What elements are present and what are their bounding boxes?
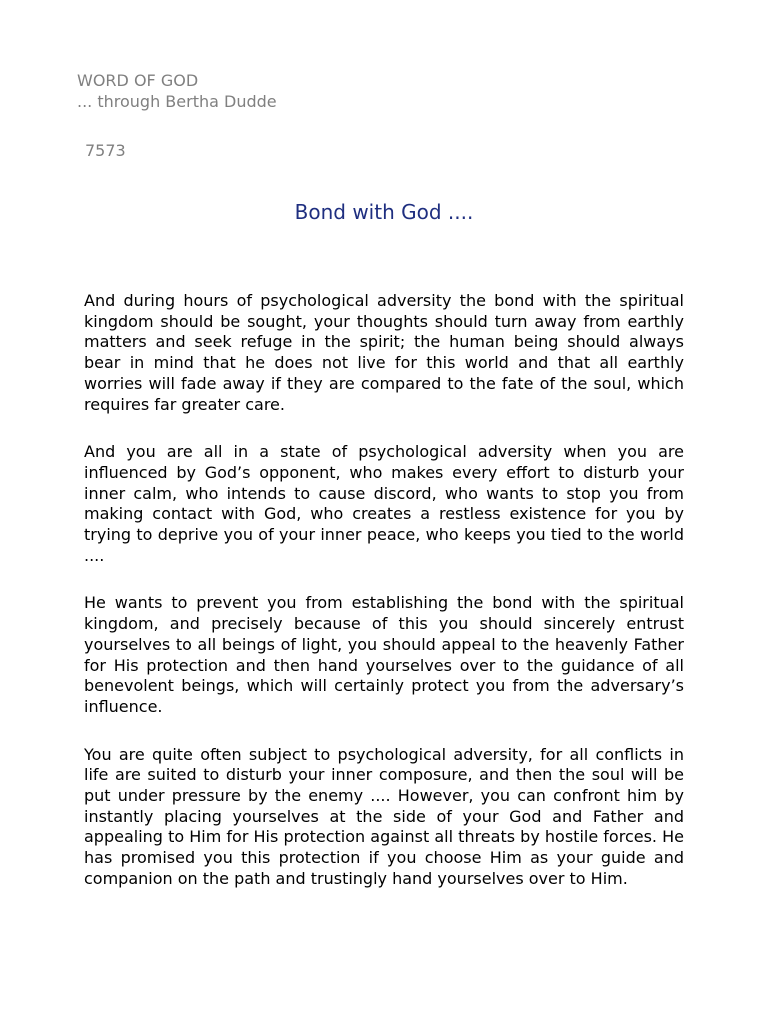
paragraph-4: You are quite often subject to psychological adversity, for all conflicts in life are suited to disturb your inner composure, and then the soul will be put under pressure by the enemy .... However, you can confront him by instantly placing yourselves at the side of your God and Father and appealing to Him for His protection against all threats by hostile forces. He has promised you this protection if you choose Him as your guide and companion on the path and trustingly hand yourselves over to Him. (84, 744, 684, 888)
document-header (77, 70, 277, 112)
header-title: WORD OF GOD (77, 71, 199, 90)
document-number: 7573 (85, 141, 126, 160)
paragraph-3: He wants to prevent you from establishing the bond with the spiritual kingdom, and precisely because of this you should sincerely entrust yourselves to all beings of light, you should appeal to the heavenly Father for His protection and then hand yourselves over to the guidance of all benevolent beings, which will certainly protect you from the adversary’s influence. (84, 593, 684, 716)
document-body (84, 291, 684, 917)
page-title: Bond with God .... (294, 200, 474, 224)
paragraph-1: And during hours of psychological adversity the bond with the spiritual kingdom should be sought, your thoughts should turn away from earthly matters and seek refuge in the spirit; the human being should always bear in mind that he does not live for this world and that all earthly worries will fade away if they are compared to the fate of the soul, which requires far greater care. (84, 291, 684, 414)
paragraph-2: And you are all in a state of psychological adversity when you are influenced by God’s opponent, who makes every effort to disturb your inner calm, who intends to cause discord, who wants to stop you from making contact with God, who creates a restless existence for you by trying to deprive you of your inner peace, who keeps you tied to the world .... (84, 442, 684, 565)
header-subtitle: ... through Bertha Dudde (77, 92, 277, 111)
